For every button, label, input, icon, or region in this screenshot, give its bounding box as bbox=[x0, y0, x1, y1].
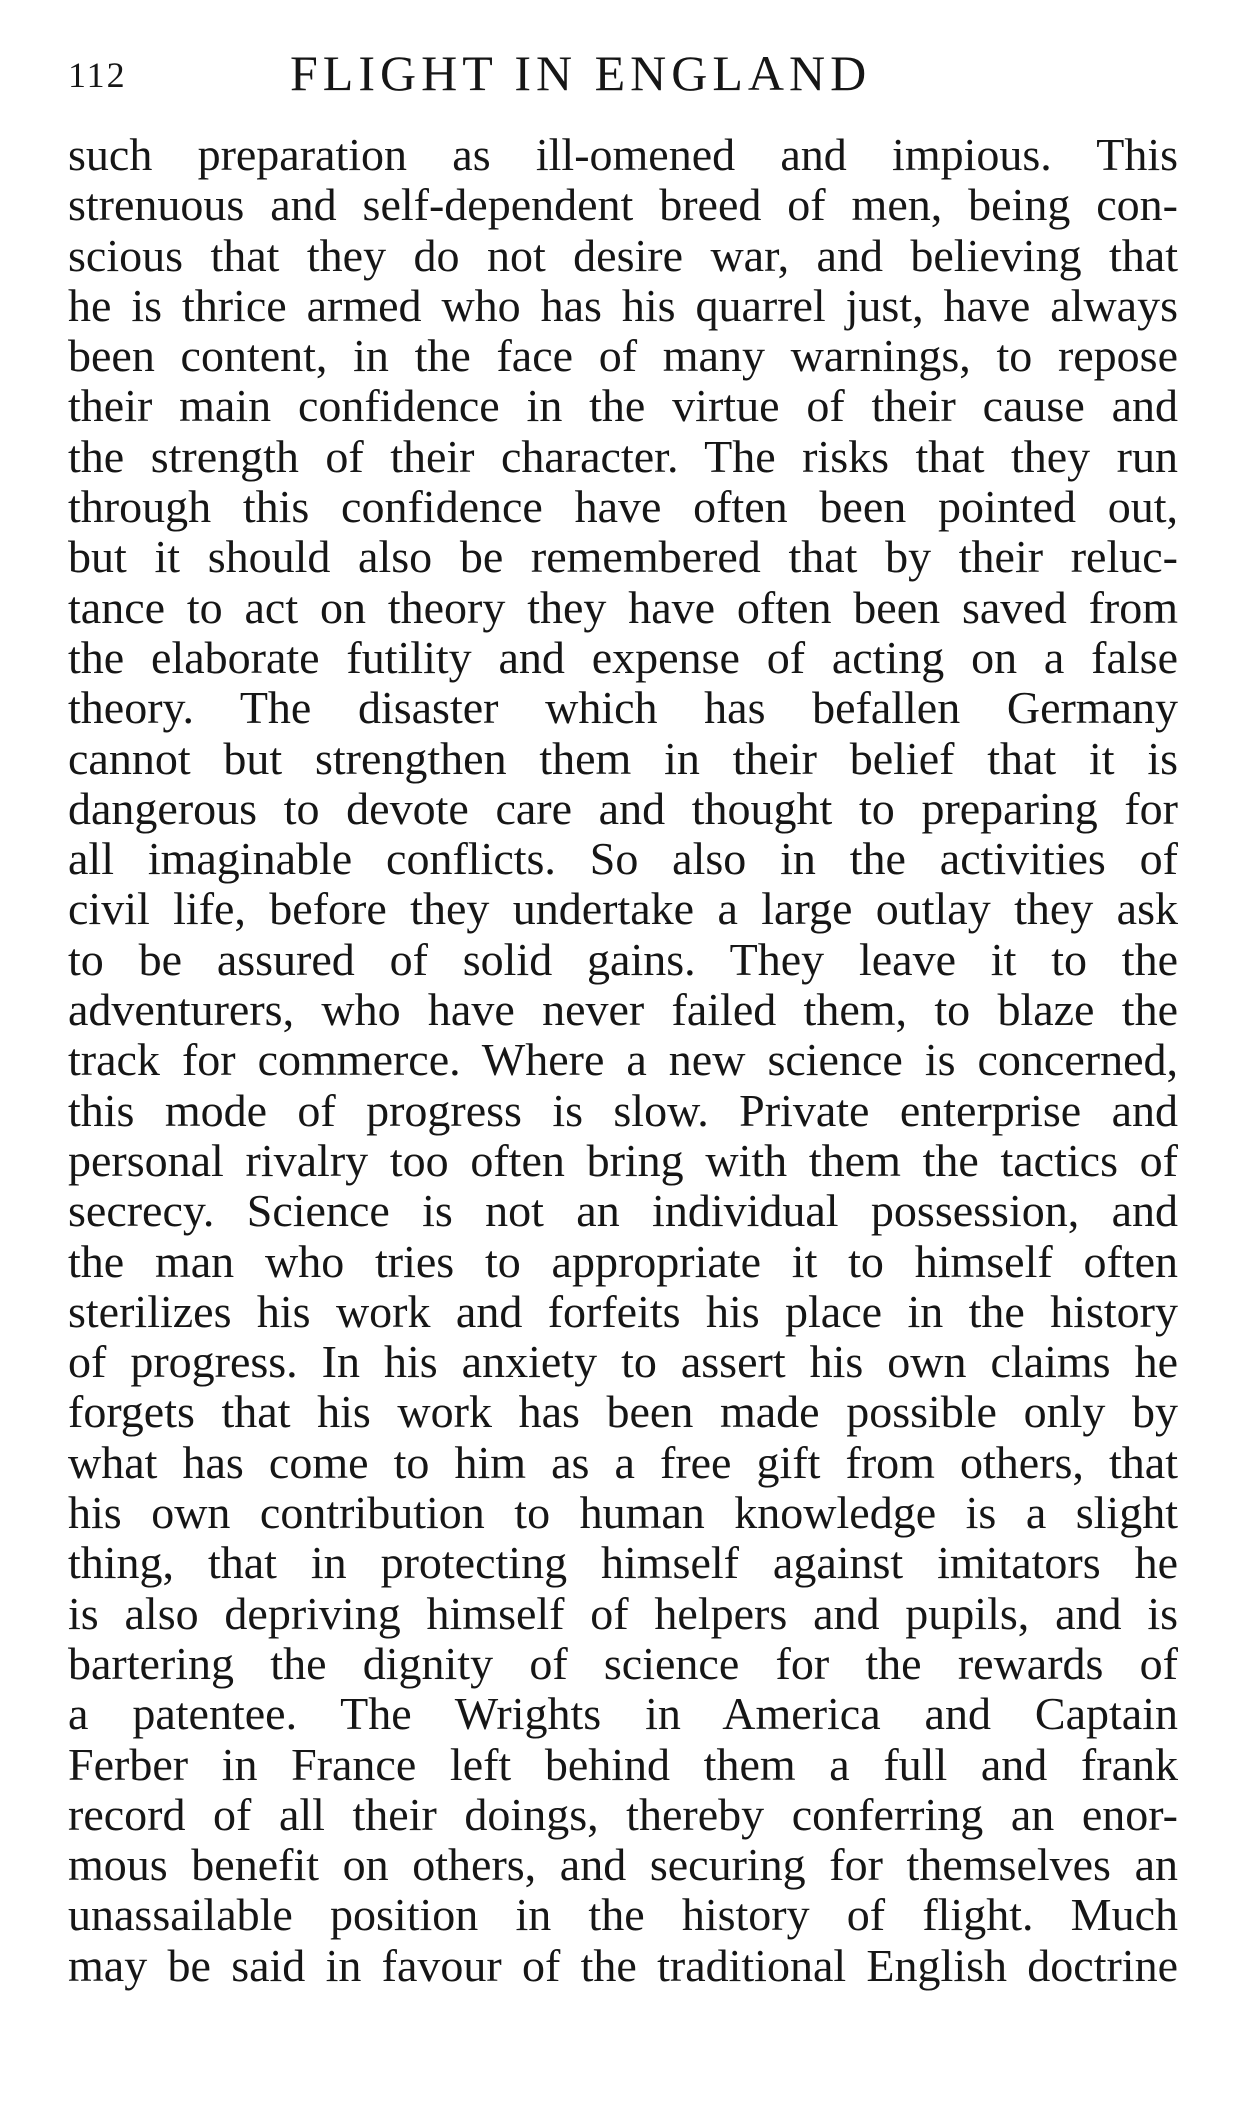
text-line: unassailable position in the history of flight. Much bbox=[68, 1890, 1178, 1941]
text-line: record of all their doings, thereby conferring an enor- bbox=[68, 1789, 1178, 1840]
text-line: a patentee. The Wrights in America and Captain bbox=[68, 1689, 1178, 1740]
text-line: sterilizes his work and forfeits his place in the history bbox=[68, 1286, 1178, 1337]
running-title: FLIGHT IN ENGLAND bbox=[290, 45, 872, 101]
text-line: his own contribution to human knowledge is a slight bbox=[68, 1488, 1178, 1539]
body-text bbox=[68, 130, 1178, 1991]
text-line: tance to act on theory they have often been saved from bbox=[68, 582, 1178, 633]
text-line: but it should also be remembered that by their reluc- bbox=[68, 532, 1178, 583]
text-line: Ferber in France left behind them a full and frank bbox=[68, 1739, 1178, 1790]
text-line: of progress. In his anxiety to assert his own claims he bbox=[68, 1337, 1178, 1388]
text-line: to be assured of solid gains. They leave it to the bbox=[68, 934, 1178, 985]
text-line: thing, that in protecting himself against imitators he bbox=[68, 1538, 1178, 1589]
text-line: forgets that his work has been made possible only by bbox=[68, 1387, 1178, 1438]
text-line: what has come to him as a free gift from others, that bbox=[68, 1437, 1178, 1488]
text-line: he is thrice armed who has his quarrel just, have always bbox=[68, 280, 1178, 331]
text-line: theory. The disaster which has befallen Germany bbox=[68, 683, 1178, 734]
text-line: the elaborate futility and expense of acting on a false bbox=[68, 632, 1178, 683]
text-line: personal rivalry too often bring with them the tactics of bbox=[68, 1135, 1178, 1186]
text-line: mous benefit on others, and securing for themselves an bbox=[68, 1840, 1178, 1891]
text-line: scious that they do not desire war, and believing that bbox=[68, 230, 1178, 281]
text-line: secrecy. Science is not an individual possession, and bbox=[68, 1186, 1178, 1237]
text-line: civil life, before they undertake a large outlay they ask bbox=[68, 884, 1178, 935]
text-line: the strength of their character. The risks that they run bbox=[68, 431, 1178, 482]
text-line: track for commerce. Where a new science is concerned, bbox=[68, 1035, 1178, 1086]
text-line: the man who tries to appropriate it to himself often bbox=[68, 1236, 1178, 1287]
text-line: dangerous to devote care and thought to preparing for bbox=[68, 783, 1178, 834]
text-line: adventurers, who have never failed them, to blaze the bbox=[68, 985, 1178, 1036]
text-line: this mode of progress is slow. Private enterprise and bbox=[68, 1085, 1178, 1136]
text-line: is also depriving himself of helpers and pupils, and is bbox=[68, 1588, 1178, 1639]
running-head bbox=[68, 44, 1178, 104]
text-line: all imaginable conflicts. So also in the activities of bbox=[68, 834, 1178, 885]
text-line: bartering the dignity of science for the rewards of bbox=[68, 1638, 1178, 1689]
text-line: strenuous and self-dependent breed of men, being con- bbox=[68, 180, 1178, 231]
text-line: through this confidence have often been pointed out, bbox=[68, 482, 1178, 533]
text-line: may be said in favour of the traditional English doctrine bbox=[68, 1940, 1178, 1991]
text-line: their main confidence in the virtue of their cause and bbox=[68, 381, 1178, 432]
text-line: been content, in the face of many warnings, to repose bbox=[68, 331, 1178, 382]
page-number: 112 bbox=[68, 55, 127, 95]
text-line: cannot but strengthen them in their belief that it is bbox=[68, 733, 1178, 784]
text-line: such preparation as ill-omened and impious. This bbox=[68, 130, 1178, 180]
